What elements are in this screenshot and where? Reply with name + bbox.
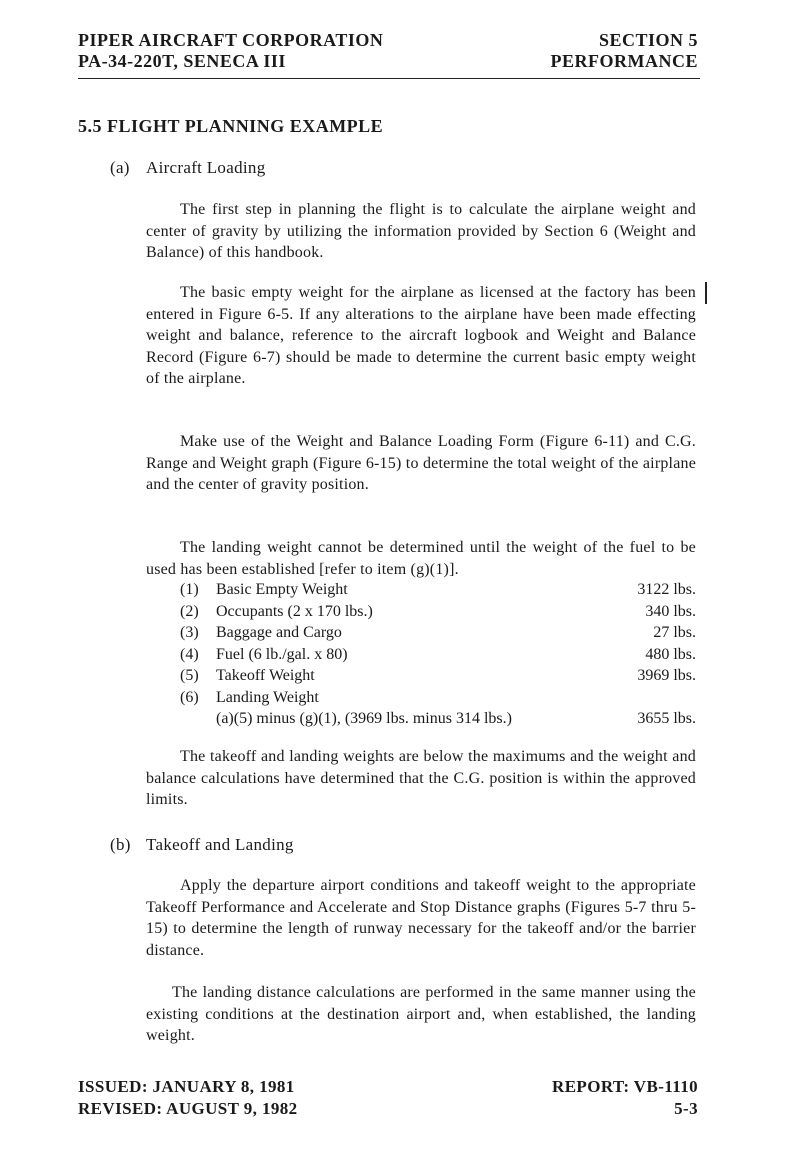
paragraph: The first step in planning the flight is to calculate the airplane weight and center of gravity by utilizing the information provided by Section 6 (Weight and Balance) of this handbook. <box>146 201 696 261</box>
report-number: REPORT: VB-1110 <box>552 1077 698 1096</box>
company-name: PIPER AIRCRAFT CORPORATION <box>78 30 384 50</box>
paragraph: The takeoff and landing weights are below the maximums and the weight and balance calculations have determined that the C.G. position is within the approved limits. <box>146 748 696 808</box>
section-name: PERFORMANCE <box>550 51 698 71</box>
paragraph: The basic empty weight for the airplane as licensed at the factory has been entered in Figure 6-5. If any alterations to the airplane have been made effecting weight and balance, reference to the aircraft logbook and Weight and Balance Record (Figure 6-7) should be made to determine the current basic empty weight of the airplane. <box>146 284 696 387</box>
list-item: (5) Takeoff Weight 3969 lbs. <box>180 667 696 684</box>
paragraph: The landing weight cannot be determined until the weight of the fuel to be used has been established [refer to item (g)(1)]. <box>146 539 696 578</box>
subsection-a-heading <box>110 158 266 178</box>
paragraph: Make use of the Weight and Balance Loading Form (Figure 6-11) and C.G. Range and Weight graph (Figure 6-15) to determine the total weight of the airplane and the center of gravity position. <box>146 433 696 493</box>
subsection-title: Aircraft Loading <box>146 158 266 177</box>
aircraft-model: PA-34-220T, SENECA III <box>78 51 286 71</box>
revision-bar <box>705 282 707 304</box>
subsection-label: (b) <box>110 835 131 854</box>
issued-date: ISSUED: JANUARY 8, 1981 <box>78 1077 295 1096</box>
paragraph: Apply the departure airport conditions and takeoff weight to the appropriate Takeoff Performance and Accelerate and Stop Distance graphs (Figures 5-7 thru 5-15) to determine the length of runway necessary for the takeoff and/or the barrier distance. <box>146 877 696 959</box>
paragraph: The landing distance calculations are performed in the same manner using the existing conditions at the destination airport and, when established, the landing weight. <box>146 984 696 1044</box>
list-item: (2) Occupants (2 x 170 lbs.) 340 lbs. <box>180 602 696 620</box>
list-item: (3) Baggage and Cargo 27 lbs. <box>180 624 696 641</box>
list-item: (6) Landing Weight <box>180 688 319 706</box>
subsection-title: Takeoff and Landing <box>146 835 294 854</box>
page-number: 5-3 <box>674 1099 698 1118</box>
section-number: SECTION 5 <box>598 30 698 50</box>
weight-list <box>180 579 696 730</box>
section-title: 5.5 FLIGHT PLANNING EXAMPLE <box>78 116 384 136</box>
revised-date: REVISED: AUGUST 9, 1982 <box>78 1099 298 1118</box>
subsection-b-heading <box>110 835 294 855</box>
header-rule <box>78 78 700 79</box>
list-item: (4) Fuel (6 lb./gal. x 80) 480 lbs. <box>180 645 696 663</box>
subsection-label: (a) <box>110 158 130 177</box>
list-item: (1) Basic Empty Weight 3122 lbs. <box>180 581 696 598</box>
list-item: (a)(5) minus (g)(1), (3969 lbs. minus 314 lbs.) 3655 lbs. <box>216 710 696 727</box>
